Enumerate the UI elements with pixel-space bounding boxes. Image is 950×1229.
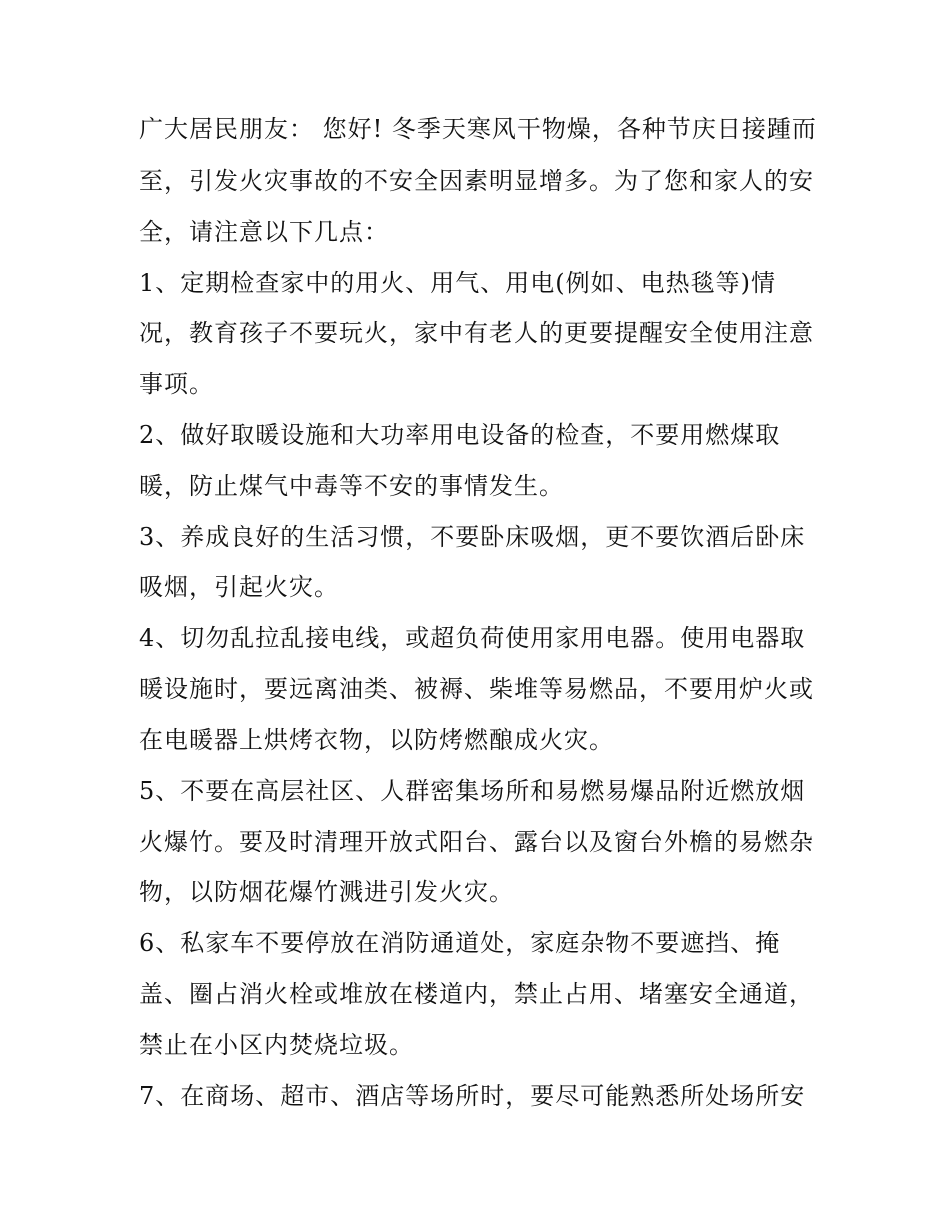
- item-3-line-1: 3、养成良好的生活习惯，不要卧床吸烟，更不要饮酒后卧床: [139, 523, 806, 551]
- item-6-line-1: 6、私家车不要停放在消防通道处，家庭杂物不要遮挡、掩: [139, 929, 781, 957]
- item-6-line-3: 禁止在小区内焚烧垃圾。: [139, 1031, 414, 1059]
- item-6-line-2: 盖、圈占消火栓或堆放在楼道内，禁止占用、堵塞安全通道，: [139, 980, 814, 1008]
- item-2-line-2: 暖，防止煤气中毒等不安的事情发生。: [139, 472, 564, 500]
- item-1-line-2: 况，教育孩子不要玩火，家中有老人的更要提醒安全使用注意: [139, 319, 814, 347]
- text-line-1: 广大居民朋友： 您好! 冬季天寒风干物燥，各种节庆日接踵而: [139, 115, 817, 143]
- item-2-line-1: 2、做好取暖设施和大功率用电设备的检查，不要用燃煤取: [139, 421, 781, 449]
- item-7-line-1: 7、在商场、超市、酒店等场所时，要尽可能熟悉所处场所安: [139, 1082, 806, 1110]
- text-line-2: 至，引发火灾事故的不安全因素明显增多。为了您和家人的安: [139, 167, 814, 195]
- item-3-line-2: 吸烟，引起火灾。: [139, 573, 339, 601]
- text-line-3: 全，请注意以下几点：: [139, 218, 389, 246]
- item-5-line-3: 物，以防烟花爆竹溅进引发火灾。: [139, 878, 514, 906]
- item-1-line-1: 1、定期检查家中的用火、用气、用电(例如、电热毯等)情: [139, 269, 776, 297]
- item-4-line-3: 在电暖器上烘烤衣物，以防烤燃酿成火灾。: [139, 726, 614, 754]
- item-5-line-2: 火爆竹。要及时清理开放式阳台、露台以及窗台外檐的易燃杂: [139, 828, 814, 856]
- item-4-line-1: 4、切勿乱拉乱接电线，或超负荷使用家用电器。使用电器取: [139, 624, 806, 652]
- item-4-line-2: 暖设施时，要远离油类、被褥、柴堆等易燃品，不要用炉火或: [139, 675, 814, 703]
- item-5-line-1: 5、不要在高层社区、人群密集场所和易燃易爆品附近燃放烟: [139, 777, 806, 805]
- item-1-line-3: 事项。: [139, 370, 214, 398]
